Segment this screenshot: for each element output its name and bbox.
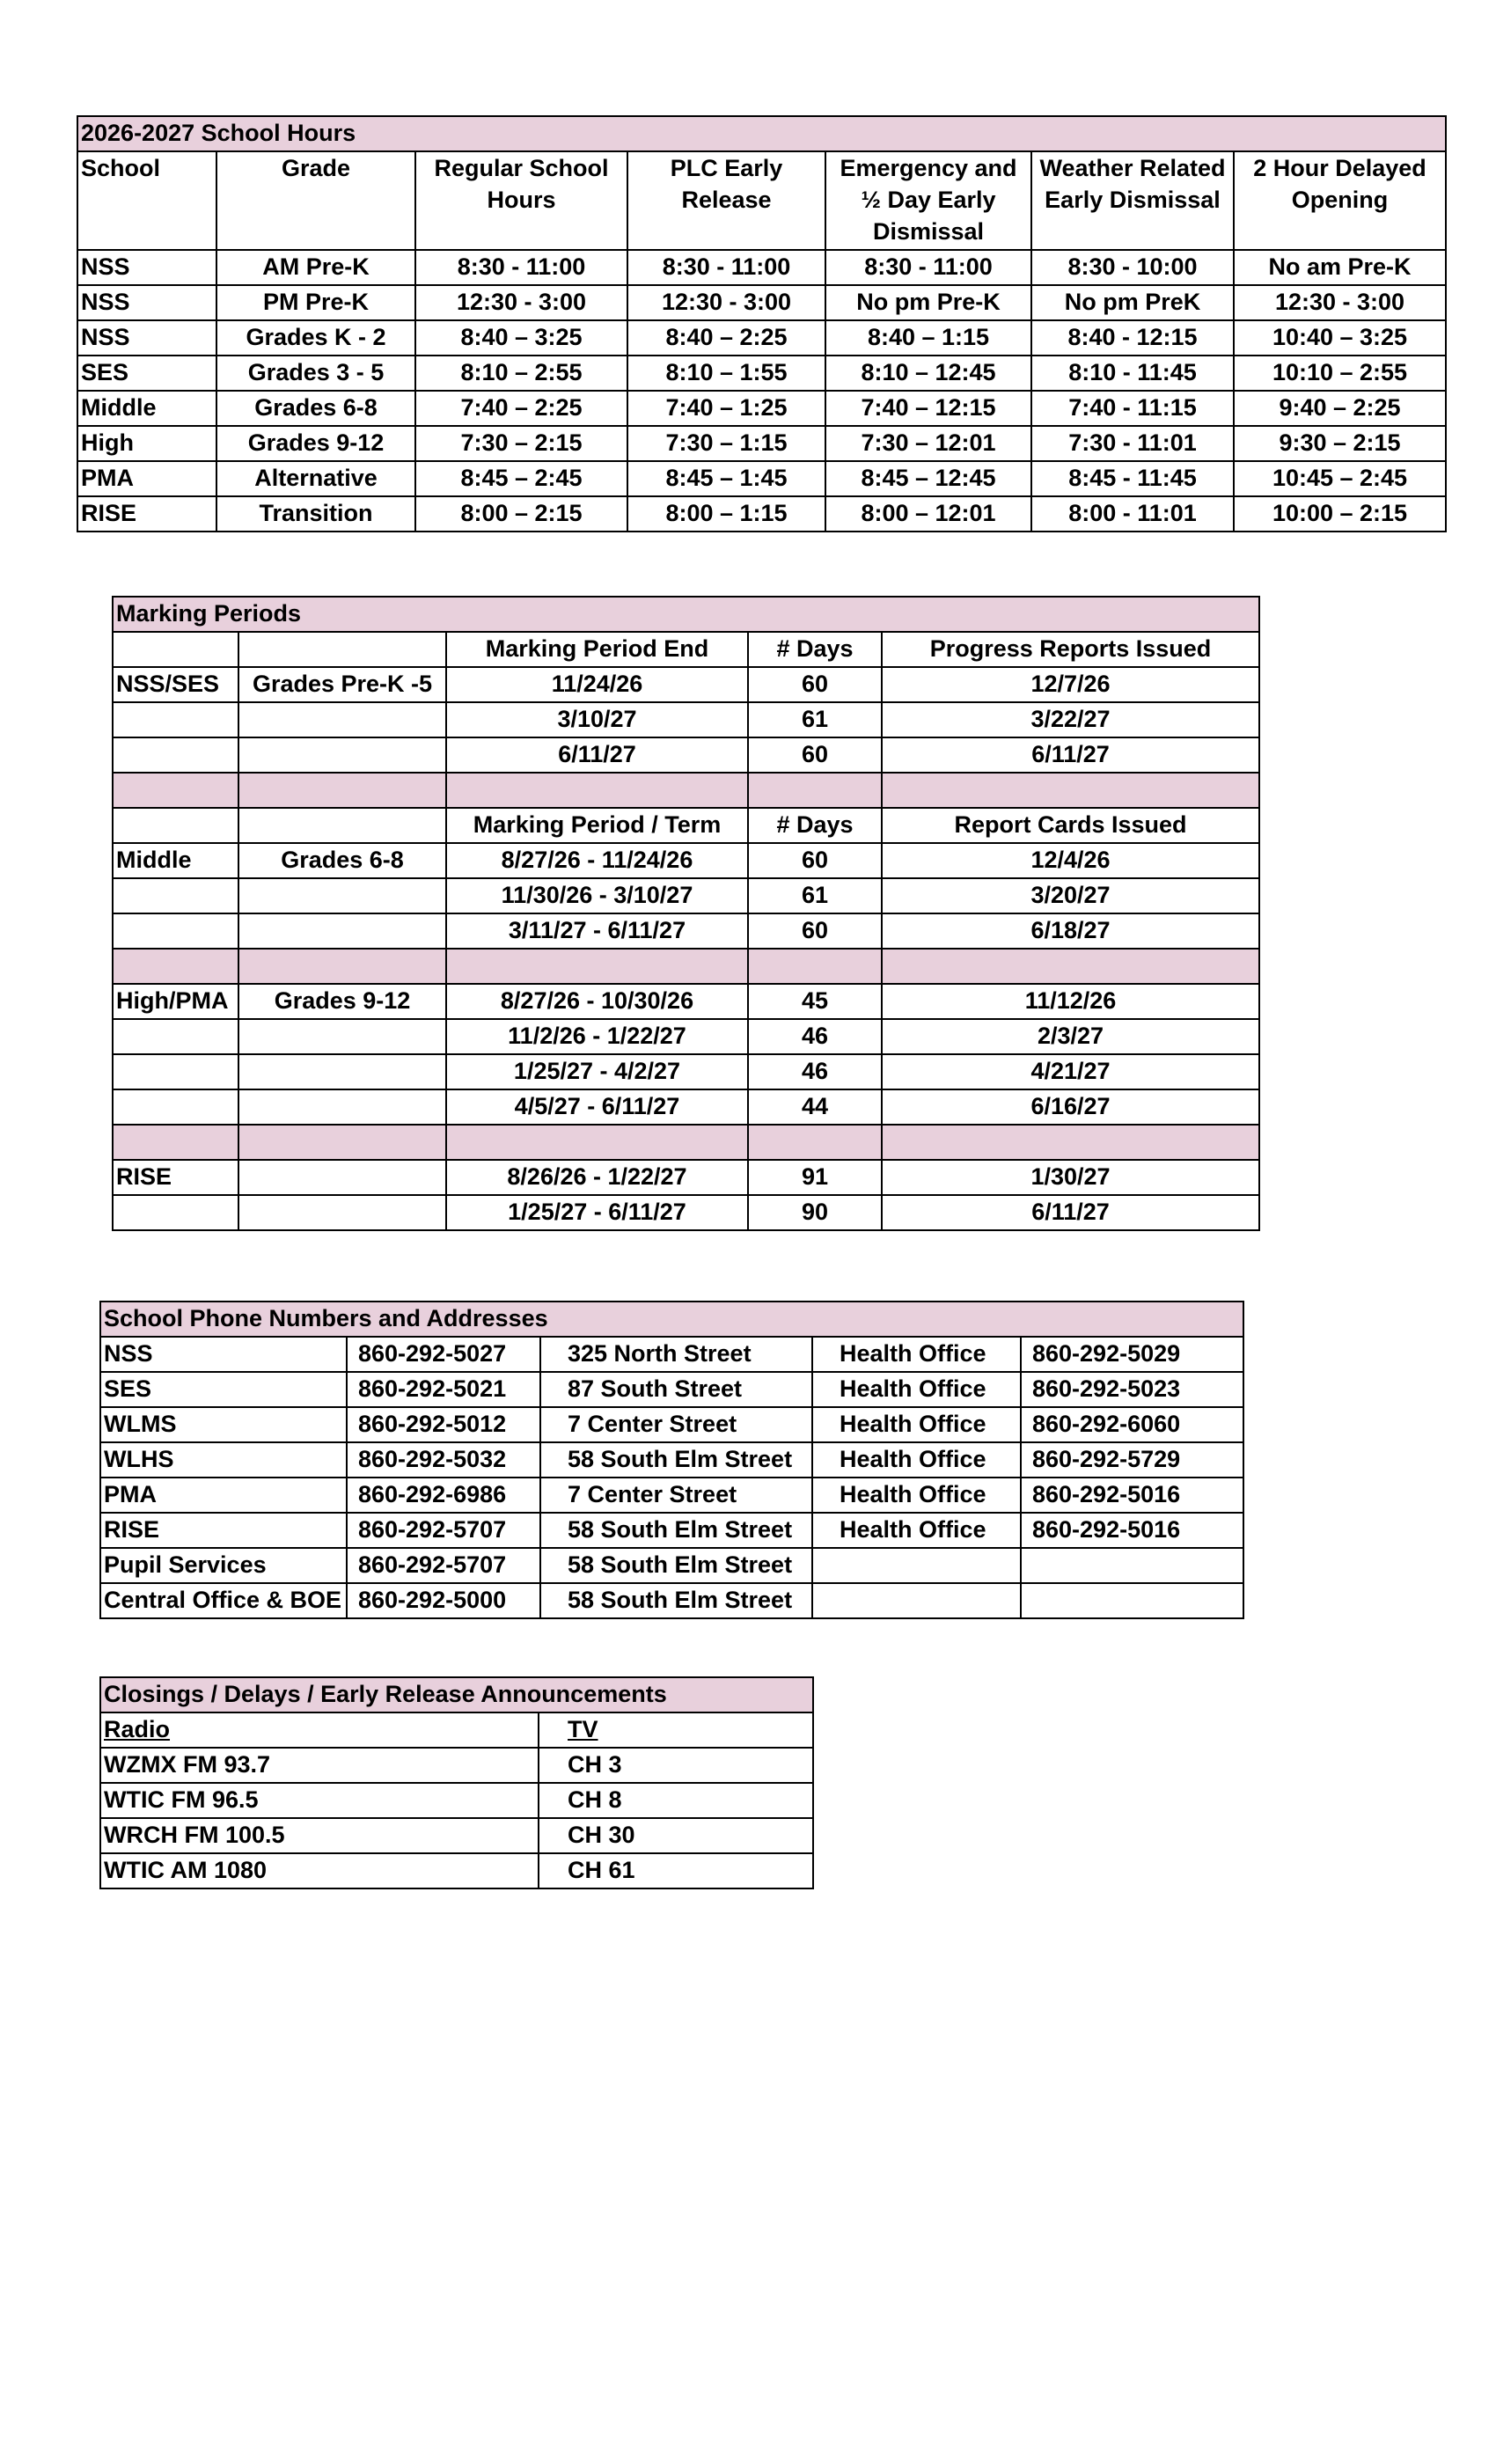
table-row xyxy=(113,1054,1259,1089)
table-cell: 60 xyxy=(748,843,882,878)
table-cell: NSS xyxy=(77,320,216,356)
table-cell xyxy=(1021,1583,1243,1618)
table-cell: CH 8 xyxy=(539,1783,813,1818)
table-cell: Transition xyxy=(216,496,415,532)
table-cell xyxy=(113,913,238,949)
table-cell: Grades 9-12 xyxy=(238,984,446,1019)
table-cell: No pm Pre-K xyxy=(825,285,1031,320)
table-cell: CH 30 xyxy=(539,1818,813,1853)
table-cell: 58 South Elm Street xyxy=(540,1442,812,1478)
table-cell: Middle xyxy=(113,843,238,878)
table-row xyxy=(77,356,1446,391)
table-cell xyxy=(113,878,238,913)
table-row xyxy=(113,632,1259,667)
table-cell xyxy=(238,773,446,808)
table-row xyxy=(113,1160,1259,1195)
table-cell xyxy=(238,1195,446,1230)
table-cell: 1/30/27 xyxy=(882,1160,1259,1195)
table-cell: 58 South Elm Street xyxy=(540,1548,812,1583)
table-cell xyxy=(748,773,882,808)
table-cell: # Days xyxy=(748,632,882,667)
table-cell xyxy=(238,1019,446,1054)
table-cell: 3/22/27 xyxy=(882,702,1259,737)
table-cell: 7:40 – 12:15 xyxy=(825,391,1031,426)
table-cell: 860-292-5707 xyxy=(347,1513,540,1548)
table-cell: 8:40 – 3:25 xyxy=(415,320,627,356)
table-cell: 860-292-5016 xyxy=(1021,1478,1243,1513)
table-cell: RISE xyxy=(77,496,216,532)
table-cell: 6/18/27 xyxy=(882,913,1259,949)
table-cell xyxy=(238,913,446,949)
table-cell: 6/11/27 xyxy=(882,1195,1259,1230)
announcements-title: Closings / Delays / Early Release Announcements xyxy=(100,1677,813,1712)
tv-label: TV xyxy=(539,1712,813,1748)
table-cell: 11/2/26 - 1/22/27 xyxy=(446,1019,748,1054)
table-cell: 60 xyxy=(748,913,882,949)
table-cell xyxy=(882,949,1259,984)
table-row xyxy=(77,461,1446,496)
table-cell: 3/11/27 - 6/11/27 xyxy=(446,913,748,949)
table-cell: 8:10 - 11:45 xyxy=(1031,356,1234,391)
table-cell: 7 Center Street xyxy=(540,1407,812,1442)
table-cell: AM Pre-K xyxy=(216,250,415,285)
table-cell: Marking Period End xyxy=(446,632,748,667)
table-cell xyxy=(113,808,238,843)
table-cell: Marking Period / Term xyxy=(446,808,748,843)
table-cell: WZMX FM 93.7 xyxy=(100,1748,539,1783)
table-cell xyxy=(113,702,238,737)
table-row xyxy=(100,1513,1243,1548)
table-cell: 8/27/26 - 10/30/26 xyxy=(446,984,748,1019)
table-cell: 7:40 - 11:15 xyxy=(1031,391,1234,426)
table-cell: WTIC FM 96.5 xyxy=(100,1783,539,1818)
table-cell xyxy=(113,632,238,667)
table-row xyxy=(113,667,1259,702)
table-cell: 12/4/26 xyxy=(882,843,1259,878)
table-cell: PMA xyxy=(100,1478,347,1513)
table-cell: 91 xyxy=(748,1160,882,1195)
table-row xyxy=(100,1372,1243,1407)
table-cell: 8:00 – 12:01 xyxy=(825,496,1031,532)
table-cell: WTIC AM 1080 xyxy=(100,1853,539,1888)
table-cell: 1/25/27 - 4/2/27 xyxy=(446,1054,748,1089)
table-cell xyxy=(1021,1548,1243,1583)
table-cell: PMA xyxy=(77,461,216,496)
table-cell: 9:30 – 2:15 xyxy=(1234,426,1446,461)
table-cell: 4/21/27 xyxy=(882,1054,1259,1089)
table-row xyxy=(77,391,1446,426)
table-cell xyxy=(238,702,446,737)
table-cell: 7:40 – 1:25 xyxy=(627,391,825,426)
table-cell: Health Office xyxy=(812,1337,1021,1372)
table-row xyxy=(100,1783,813,1818)
table-cell: 11/30/26 - 3/10/27 xyxy=(446,878,748,913)
table-cell: 10:40 – 3:25 xyxy=(1234,320,1446,356)
table-cell xyxy=(882,773,1259,808)
announcements-body xyxy=(100,1748,813,1888)
table-cell: 860-292-5729 xyxy=(1021,1442,1243,1478)
table-cell: SES xyxy=(77,356,216,391)
table-cell: 860-292-6060 xyxy=(1021,1407,1243,1442)
marking-periods-table xyxy=(112,596,1260,1231)
table-cell: Health Office xyxy=(812,1513,1021,1548)
table-cell: 8:45 – 12:45 xyxy=(825,461,1031,496)
table-cell: NSS/SES xyxy=(113,667,238,702)
table-cell: 12:30 - 3:00 xyxy=(415,285,627,320)
table-cell: 8:00 – 1:15 xyxy=(627,496,825,532)
table-cell: 45 xyxy=(748,984,882,1019)
table-cell: 7:30 - 11:01 xyxy=(1031,426,1234,461)
table-cell: 860-292-5000 xyxy=(347,1583,540,1618)
separator-row xyxy=(113,949,1259,984)
table-cell: 44 xyxy=(748,1089,882,1125)
table-cell: SES xyxy=(100,1372,347,1407)
table-row xyxy=(113,1089,1259,1125)
table-cell: Health Office xyxy=(812,1372,1021,1407)
table-row xyxy=(100,1818,813,1853)
table-cell: 8:40 - 12:15 xyxy=(1031,320,1234,356)
table-cell: 90 xyxy=(748,1195,882,1230)
table-cell xyxy=(238,737,446,773)
hours-column-header: Regular School Hours xyxy=(415,151,627,250)
table-cell: Progress Reports Issued xyxy=(882,632,1259,667)
table-row xyxy=(77,496,1446,532)
table-cell xyxy=(238,808,446,843)
table-cell: RISE xyxy=(100,1513,347,1548)
table-cell: NSS xyxy=(77,250,216,285)
table-cell: 1/25/27 - 6/11/27 xyxy=(446,1195,748,1230)
table-cell: 8:45 – 2:45 xyxy=(415,461,627,496)
table-cell: 10:45 – 2:45 xyxy=(1234,461,1446,496)
radio-label: Radio xyxy=(100,1712,539,1748)
table-cell: 860-292-6986 xyxy=(347,1478,540,1513)
table-row xyxy=(113,702,1259,737)
table-cell: Grades 9-12 xyxy=(216,426,415,461)
table-cell: 10:10 – 2:55 xyxy=(1234,356,1446,391)
separator-row xyxy=(113,773,1259,808)
table-cell: 8:10 – 12:45 xyxy=(825,356,1031,391)
table-row xyxy=(113,984,1259,1019)
table-cell: 325 North Street xyxy=(540,1337,812,1372)
table-cell xyxy=(113,949,238,984)
table-cell: Health Office xyxy=(812,1442,1021,1478)
table-cell: 3/10/27 xyxy=(446,702,748,737)
table-cell xyxy=(113,773,238,808)
table-cell: 9:40 – 2:25 xyxy=(1234,391,1446,426)
table-cell: 7:30 – 2:15 xyxy=(415,426,627,461)
table-row xyxy=(100,1548,1243,1583)
table-row xyxy=(100,1407,1243,1442)
table-cell: 8:45 – 1:45 xyxy=(627,461,825,496)
table-cell: High/PMA xyxy=(113,984,238,1019)
table-cell: 8:00 – 2:15 xyxy=(415,496,627,532)
table-cell: 12:30 - 3:00 xyxy=(1234,285,1446,320)
school-phones-body xyxy=(100,1337,1243,1618)
table-cell: 58 South Elm Street xyxy=(540,1513,812,1548)
table-cell: 8:45 - 11:45 xyxy=(1031,461,1234,496)
table-cell: Middle xyxy=(77,391,216,426)
table-cell: 12:30 - 3:00 xyxy=(627,285,825,320)
table-cell: 860-292-5016 xyxy=(1021,1513,1243,1548)
table-cell: 8:30 - 11:00 xyxy=(825,250,1031,285)
table-row xyxy=(100,1583,1243,1618)
table-cell: High xyxy=(77,426,216,461)
hours-column-header: Grade xyxy=(216,151,415,250)
table-cell: 860-292-5029 xyxy=(1021,1337,1243,1372)
table-cell: 7:40 – 2:25 xyxy=(415,391,627,426)
table-cell: 860-292-5012 xyxy=(347,1407,540,1442)
table-cell: 11/24/26 xyxy=(446,667,748,702)
table-cell: 860-292-5707 xyxy=(347,1548,540,1583)
table-row xyxy=(113,843,1259,878)
table-cell: 8:30 - 11:00 xyxy=(415,250,627,285)
table-cell xyxy=(446,1125,748,1160)
table-cell: 61 xyxy=(748,878,882,913)
hours-column-header: 2 Hour Delayed Opening xyxy=(1234,151,1446,250)
table-cell: 6/11/27 xyxy=(882,737,1259,773)
table-row xyxy=(100,1442,1243,1478)
school-phones-title: School Phone Numbers and Addresses xyxy=(100,1302,1243,1337)
table-cell xyxy=(238,1089,446,1125)
table-cell: PM Pre-K xyxy=(216,285,415,320)
table-cell: 7:30 – 1:15 xyxy=(627,426,825,461)
table-cell xyxy=(446,949,748,984)
table-cell: NSS xyxy=(100,1337,347,1372)
separator-row xyxy=(113,1125,1259,1160)
table-row xyxy=(77,250,1446,285)
table-cell: WLHS xyxy=(100,1442,347,1478)
table-row xyxy=(77,320,1446,356)
table-cell: 60 xyxy=(748,737,882,773)
table-cell: 860-292-5023 xyxy=(1021,1372,1243,1407)
table-cell: Health Office xyxy=(812,1407,1021,1442)
table-cell: WRCH FM 100.5 xyxy=(100,1818,539,1853)
table-cell: CH 3 xyxy=(539,1748,813,1783)
table-cell: No am Pre-K xyxy=(1234,250,1446,285)
table-cell: 860-292-5032 xyxy=(347,1442,540,1478)
table-cell: Pupil Services xyxy=(100,1548,347,1583)
table-cell: 8:30 - 10:00 xyxy=(1031,250,1234,285)
school-hours-body xyxy=(77,250,1446,532)
table-cell xyxy=(238,1125,446,1160)
table-cell xyxy=(113,1054,238,1089)
table-row xyxy=(77,285,1446,320)
table-row xyxy=(113,913,1259,949)
hours-column-header: School xyxy=(77,151,216,250)
table-row xyxy=(100,1748,813,1783)
table-cell: 8/26/26 - 1/22/27 xyxy=(446,1160,748,1195)
table-cell: Grades K - 2 xyxy=(216,320,415,356)
table-cell: 6/11/27 xyxy=(446,737,748,773)
table-cell xyxy=(882,1125,1259,1160)
table-cell: Grades 6-8 xyxy=(238,843,446,878)
table-cell: 8:40 – 1:15 xyxy=(825,320,1031,356)
table-cell: 60 xyxy=(748,667,882,702)
table-cell: 11/12/26 xyxy=(882,984,1259,1019)
table-cell xyxy=(238,949,446,984)
table-cell: 46 xyxy=(748,1054,882,1089)
table-row xyxy=(100,1337,1243,1372)
table-cell: No pm PreK xyxy=(1031,285,1234,320)
table-cell: 87 South Street xyxy=(540,1372,812,1407)
school-hours-table xyxy=(77,115,1447,532)
table-row xyxy=(100,1478,1243,1513)
table-cell: 46 xyxy=(748,1019,882,1054)
hours-column-header: PLC Early Release xyxy=(627,151,825,250)
table-cell: 10:00 – 2:15 xyxy=(1234,496,1446,532)
table-cell: 2/3/27 xyxy=(882,1019,1259,1054)
table-cell xyxy=(748,949,882,984)
table-cell: 61 xyxy=(748,702,882,737)
table-cell: 8:10 – 2:55 xyxy=(415,356,627,391)
table-row xyxy=(113,737,1259,773)
table-cell: # Days xyxy=(748,808,882,843)
table-cell xyxy=(238,1054,446,1089)
table-cell xyxy=(238,878,446,913)
table-cell: 3/20/27 xyxy=(882,878,1259,913)
table-row xyxy=(77,426,1446,461)
table-cell xyxy=(113,1089,238,1125)
table-cell: 4/5/27 - 6/11/27 xyxy=(446,1089,748,1125)
table-cell: 7:30 – 12:01 xyxy=(825,426,1031,461)
hours-column-header: Emergency and ½ Day Early Dismissal xyxy=(825,151,1031,250)
table-cell: Grades 6-8 xyxy=(216,391,415,426)
table-cell: Grades Pre-K -5 xyxy=(238,667,446,702)
table-cell xyxy=(238,632,446,667)
table-cell: 7 Center Street xyxy=(540,1478,812,1513)
table-row xyxy=(113,1195,1259,1230)
hours-column-header: Weather Related Early Dismissal xyxy=(1031,151,1234,250)
announcements-table xyxy=(99,1676,814,1889)
table-cell: 58 South Elm Street xyxy=(540,1583,812,1618)
table-row xyxy=(113,808,1259,843)
table-cell: RISE xyxy=(113,1160,238,1195)
table-cell: NSS xyxy=(77,285,216,320)
table-cell: 860-292-5027 xyxy=(347,1337,540,1372)
table-cell: CH 61 xyxy=(539,1853,813,1888)
school-hours-header-row xyxy=(77,151,1446,250)
table-cell: Grades 3 - 5 xyxy=(216,356,415,391)
marking-periods-body xyxy=(113,632,1259,1230)
school-phones-table xyxy=(99,1301,1244,1619)
table-cell xyxy=(238,1160,446,1195)
table-cell xyxy=(748,1125,882,1160)
table-row xyxy=(113,878,1259,913)
table-cell: 6/16/27 xyxy=(882,1089,1259,1125)
table-cell: Report Cards Issued xyxy=(882,808,1259,843)
table-row xyxy=(100,1853,813,1888)
table-cell: Health Office xyxy=(812,1478,1021,1513)
table-cell: 8:30 - 11:00 xyxy=(627,250,825,285)
table-cell: 12/7/26 xyxy=(882,667,1259,702)
table-cell: 8:00 - 11:01 xyxy=(1031,496,1234,532)
table-cell xyxy=(113,1125,238,1160)
marking-periods-title: Marking Periods xyxy=(113,597,1259,632)
table-cell xyxy=(113,737,238,773)
table-cell: Central Office & BOE xyxy=(100,1583,347,1618)
table-cell xyxy=(812,1548,1021,1583)
table-cell: 8:10 – 1:55 xyxy=(627,356,825,391)
table-cell xyxy=(113,1019,238,1054)
table-cell: 8:40 – 2:25 xyxy=(627,320,825,356)
table-row xyxy=(113,1019,1259,1054)
table-cell xyxy=(446,773,748,808)
table-cell: 860-292-5021 xyxy=(347,1372,540,1407)
table-cell: WLMS xyxy=(100,1407,347,1442)
table-cell xyxy=(812,1583,1021,1618)
table-cell: 8/27/26 - 11/24/26 xyxy=(446,843,748,878)
table-cell xyxy=(113,1195,238,1230)
table-cell: Alternative xyxy=(216,461,415,496)
school-hours-title: 2026-2027 School Hours xyxy=(77,116,1446,151)
